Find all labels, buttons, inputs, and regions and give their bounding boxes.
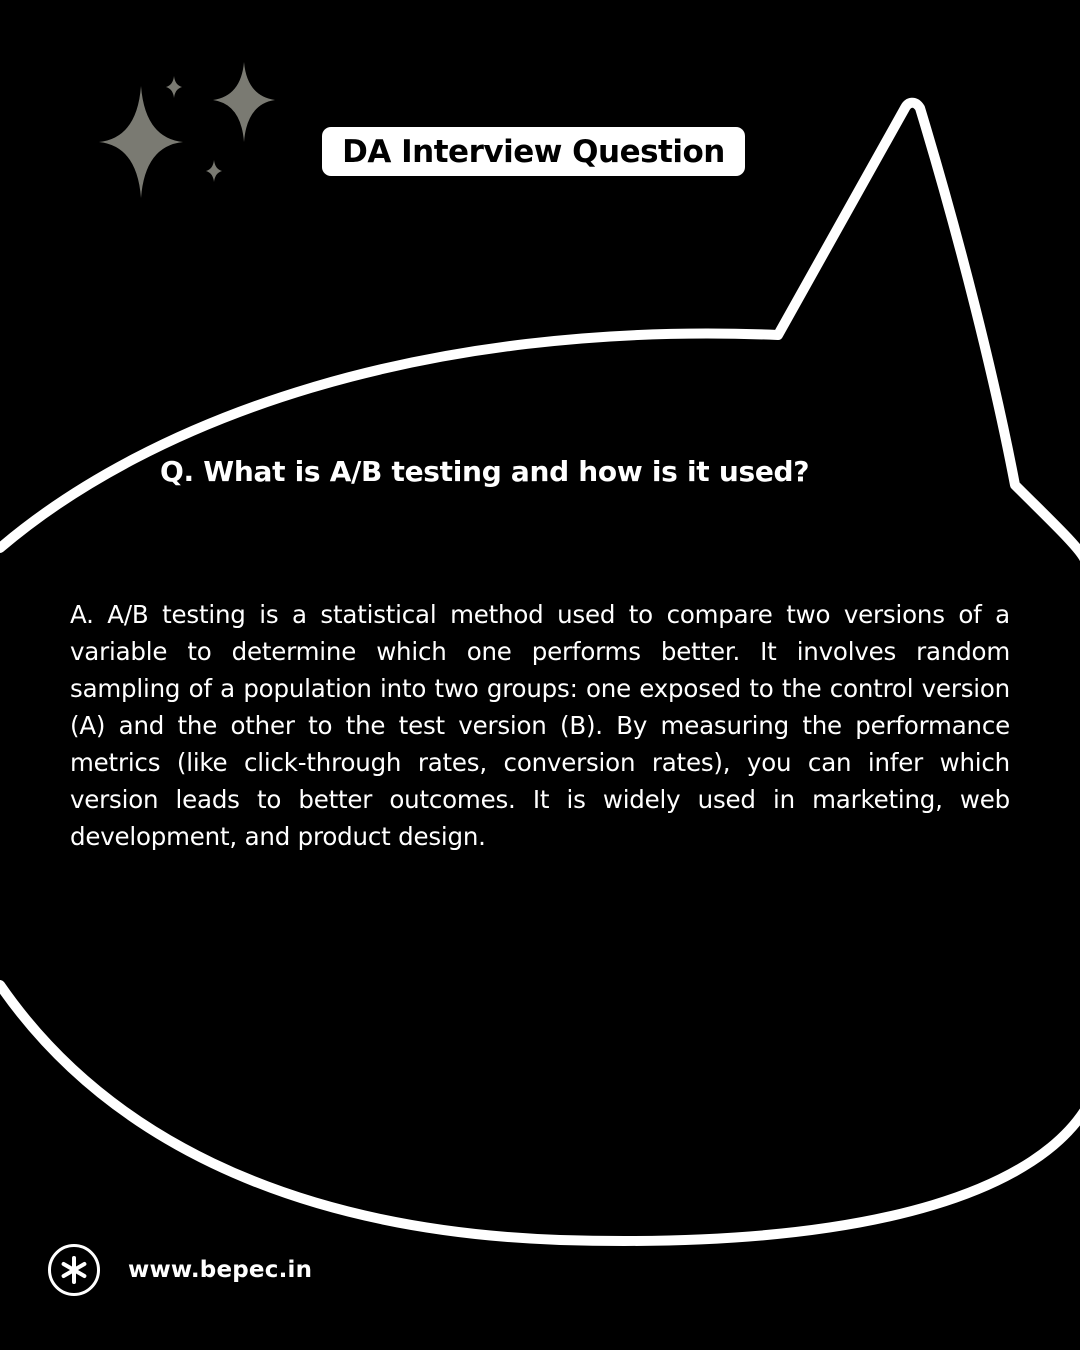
page-title: DA Interview Question xyxy=(342,133,725,170)
website-link[interactable]: www.bepec.in xyxy=(128,1257,313,1283)
answer-text: A. A/B testing is a statistical method used to compare two versions of a variable to determine which one performs better. It involves random sampling of a population into two groups: one exposed to the control version (A) and the other to the test version (B). By measuring the performance metrics (like click-through rates, conversion rates), you can infer which version leads to better outcomes. It is widely used in marketing, web development, and product design. xyxy=(70,600,1010,851)
asterisk-icon xyxy=(48,1244,100,1296)
title-badge xyxy=(322,127,745,176)
footer xyxy=(48,1240,312,1300)
question-text: Q. What is A/B testing and how is it used? xyxy=(160,455,810,488)
